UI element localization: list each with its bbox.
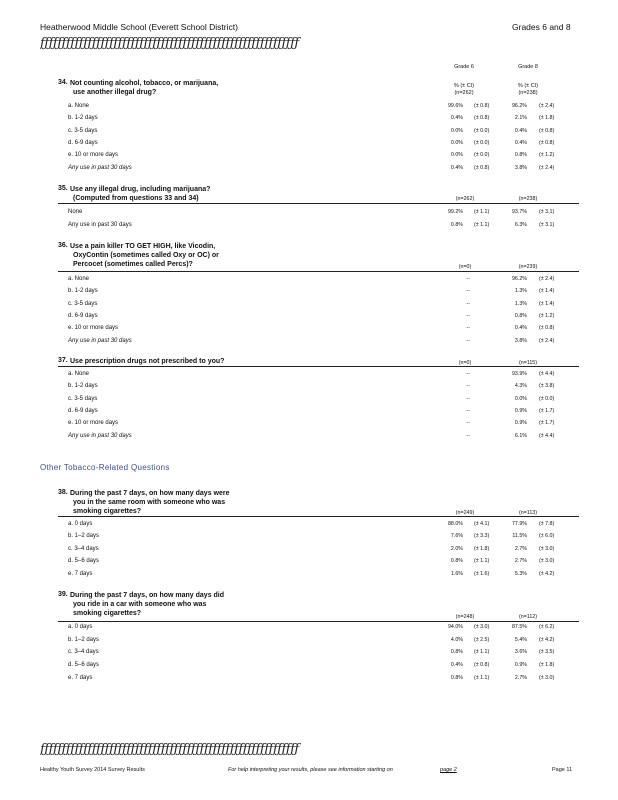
question-text-line: (Computed from questions 33 and 34) (73, 195, 199, 202)
grade6-value: -- (466, 408, 470, 414)
grade8-ci: (± 4.4) (539, 371, 555, 377)
grade8-value: 0.9% (514, 420, 527, 426)
grade8-ci: (± 4.2) (539, 571, 555, 577)
grade8-ci: (± 0.8) (539, 128, 555, 134)
grade8-header: Grade 8 (518, 64, 538, 70)
grade8-ci: (± 3.0) (539, 546, 555, 552)
grade8-ci: (± 1.8) (539, 115, 555, 121)
grade6-value: -- (466, 420, 470, 426)
grade6-value: 1.6% (450, 571, 463, 577)
grade8-ci: (± 1.8) (539, 662, 555, 668)
grade8-ci: (± 6.2) (539, 624, 555, 630)
grade6-value: -- (466, 325, 470, 331)
question-text-line: smoking cigarettes? (73, 610, 142, 617)
question-rule (58, 203, 579, 204)
grade6-value: 99.2% (447, 209, 463, 215)
grade6-ci: (± 0.0) (474, 152, 490, 158)
grade8-value: 0.9% (514, 662, 527, 668)
grade8-ci: (± 1.2) (539, 152, 555, 158)
grade8-ci: (± 1.4) (539, 301, 555, 307)
grade6-value: 0.4% (450, 115, 463, 121)
grade6-ci: (± 3.0) (474, 624, 490, 630)
grade8-ci: (± 1.7) (539, 420, 555, 426)
grade6-ci: (± 1.1) (474, 209, 490, 215)
grade8-value: 1.3% (514, 288, 527, 294)
grade8-ci: (± 1.4) (539, 288, 555, 294)
grade6-ci: (± 0.8) (474, 115, 490, 121)
grade6-value: 0.0% (450, 140, 463, 146)
question-number: 37. (58, 357, 68, 364)
grade6-value: -- (466, 383, 470, 389)
question-text-line: Use any illegal drug, including marijuana? (70, 186, 211, 193)
grade6-value: 7.6% (450, 533, 463, 539)
grade6-value: 0.8% (450, 222, 463, 228)
grade8-ci: (± 1.7) (539, 408, 555, 414)
grade6-ci: (± 0.8) (474, 165, 490, 171)
grade6-header: Grade 6 (454, 64, 474, 70)
grade6-value: 0.4% (450, 165, 463, 171)
grade6-value: 0.0% (450, 128, 463, 134)
grade6-value: 94.0% (447, 624, 463, 630)
grade8-ci: (± 3.8) (539, 383, 555, 389)
grade6-ci: (± 1.6) (474, 571, 490, 577)
grade8-value: 2.7% (514, 558, 527, 564)
question-text-line: you in the same room with someone who was (73, 499, 226, 506)
grade8-value: 3.8% (514, 338, 527, 344)
grade6-ci-header: % (± CI) (453, 83, 475, 89)
response-option: Any use in past 30 days (68, 222, 132, 228)
grade8-value: 4.3% (514, 383, 527, 389)
grade8-value: 1.3% (514, 301, 527, 307)
grade6-ci: (± 0.0) (474, 140, 490, 146)
grade8-value: 0.9% (514, 408, 527, 414)
grade8-value: 6.1% (514, 433, 527, 439)
question-text-line: Percocet (sometimes called Percs)? (73, 261, 193, 268)
grade6-value: 88.0% (447, 521, 463, 527)
grade6-value: -- (466, 301, 470, 307)
grade6-value: 0.4% (450, 662, 463, 668)
grade8-ci: (± 3.1) (539, 222, 555, 228)
grade8-value: 2.1% (514, 115, 527, 121)
response-option: a. 0 days (68, 624, 93, 630)
grade8-value: 0.4% (514, 140, 527, 146)
grade8-value: 0.8% (514, 152, 527, 158)
grade8-value: 5.4% (514, 637, 527, 643)
grade6-value: -- (466, 433, 470, 439)
grade6-value: 0.8% (450, 649, 463, 655)
grade6-ci: (± 1.1) (474, 649, 490, 655)
question-rule (58, 366, 579, 367)
grade8-sample-size: (n=239) (518, 264, 538, 270)
response-option: Any use in past 30 days (68, 165, 132, 171)
grade8-value: 3.6% (514, 649, 527, 655)
grade8-ci: (± 2.4) (539, 338, 555, 344)
response-option: a. None (68, 103, 90, 109)
grade8-value: 3.8% (514, 165, 527, 171)
grade8-ci: (± 3.0) (539, 675, 555, 681)
grade8-value: 0.4% (514, 128, 527, 134)
grade6-n: (n=262) (454, 90, 474, 96)
grade8-sample-size: (n=238) (518, 196, 538, 202)
response-option: b. 1–2 days (68, 533, 100, 539)
grade6-ci: (± 1.1) (474, 675, 490, 681)
section-heading: Other Tobacco-Related Questions (40, 463, 170, 472)
question-text-line: During the past 7 days, on how many days were (70, 490, 230, 497)
grade8-value: 93.9% (511, 371, 527, 377)
report-grades: Grades 6 and 8 (512, 22, 571, 32)
grade8-ci: (± 0.0) (539, 396, 555, 402)
question-number: 35. (58, 185, 68, 192)
grade6-sample-size: (n=0) (458, 360, 472, 366)
grade6-value: 0.8% (450, 558, 463, 564)
question-text-line: you ride in a car with someone who was (73, 601, 207, 608)
header-divider: ƒƒƒƒƒƒƒƒƒƒƒƒƒƒƒƒƒƒƒƒƒƒƒƒƒƒƒƒƒƒƒƒƒƒƒƒƒƒƒƒƒƒƒƒƒƒƒƒƒƒƒƒƒƒƒƒƒƒƒƒ (40, 36, 299, 51)
grade8-ci: (± 4.2) (539, 637, 555, 643)
response-option: a. 0 days (68, 521, 93, 527)
grade6-value: 0.0% (450, 152, 463, 158)
grade8-ci: (± 2.4) (539, 103, 555, 109)
grade6-sample-size: (n=248) (455, 614, 475, 620)
grade8-sample-size: (n=113) (518, 510, 537, 516)
response-option: e. 7 days (68, 675, 93, 681)
grade8-ci: (± 7.8) (539, 521, 555, 527)
grade6-value: 4.0% (450, 637, 463, 643)
grade6-ci: (± 1.8) (474, 546, 490, 552)
grade6-ci: (± 2.5) (474, 637, 490, 643)
grade8-n: (n=238) (518, 90, 538, 96)
grade6-ci: (± 0.0) (474, 128, 490, 134)
question-number: 38. (58, 489, 68, 496)
grade6-ci: (± 3.3) (474, 533, 490, 539)
grade6-ci: (± 1.1) (474, 558, 490, 564)
question-rule (58, 516, 579, 517)
response-option: c. 3–4 days (68, 546, 99, 552)
grade8-ci: (± 3.1) (539, 209, 555, 215)
grade8-ci: (± 0.8) (539, 325, 555, 331)
grade8-value: 96.2% (511, 103, 527, 109)
grade8-ci: (± 3.5) (539, 649, 555, 655)
question-text-line: Use a pain killer TO GET HIGH, like Vicodin, (70, 243, 216, 250)
grade6-ci: (± 0.8) (474, 103, 490, 109)
grade8-value: 0.8% (514, 313, 527, 319)
grade8-value: 0.0% (514, 396, 527, 402)
grade8-value: 0.4% (514, 325, 527, 331)
footer-survey-title: Healthy Youth Survey 2014 Survey Results (40, 767, 145, 773)
response-option: d. 5–6 days (68, 662, 100, 668)
response-option: c. 3-5 days (68, 396, 98, 402)
response-option: c. 3–4 days (68, 649, 99, 655)
grade8-ci-header: % (± CI) (517, 83, 539, 89)
grade6-value: -- (466, 288, 470, 294)
question-rule (58, 271, 579, 272)
question-rule (58, 621, 579, 622)
question-text-line: use another illegal drug? (73, 89, 157, 96)
response-option: d. 6-9 days (68, 313, 98, 319)
grade6-ci: (± 1.1) (474, 222, 490, 228)
grade6-sample-size: (n=262) (455, 196, 475, 202)
grade6-ci: (± 0.8) (474, 662, 490, 668)
response-option: None (68, 209, 83, 215)
question-text-line: Use prescription drugs not prescribed to you? (70, 358, 225, 365)
grade8-value: 87.5% (511, 624, 527, 630)
grade6-value: -- (466, 338, 470, 344)
grade6-value: 0.8% (450, 675, 463, 681)
response-option: e. 10 or more days (68, 420, 119, 426)
report-school-title: Heatherwood Middle School (Everett School District) (40, 22, 238, 32)
response-option: b. 1-2 days (68, 115, 98, 121)
question-number: 34. (58, 79, 68, 86)
response-option: c. 3-5 days (68, 301, 98, 307)
grade6-value: -- (466, 396, 470, 402)
response-option: d. 5–6 days (68, 558, 100, 564)
grade6-value: 99.6% (447, 103, 463, 109)
footer-divider: ƒƒƒƒƒƒƒƒƒƒƒƒƒƒƒƒƒƒƒƒƒƒƒƒƒƒƒƒƒƒƒƒƒƒƒƒƒƒƒƒƒƒƒƒƒƒƒƒƒƒƒƒƒƒƒƒƒƒƒƒ (40, 742, 299, 757)
grade6-sample-size: (n=249) (455, 510, 475, 516)
grade6-value: 2.0% (450, 546, 463, 552)
grade6-value: -- (466, 371, 470, 377)
grade8-value: 2.7% (514, 546, 527, 552)
grade8-ci: (± 1.2) (539, 313, 555, 319)
grade8-value: 5.3% (514, 571, 527, 577)
question-text-line: smoking cigarettes? (73, 508, 142, 515)
response-option: e. 7 days (68, 571, 93, 577)
grade8-ci: (± 3.0) (539, 558, 555, 564)
grade8-ci: (± 0.8) (539, 140, 555, 146)
grade8-value: 2.7% (514, 675, 527, 681)
response-option: d. 6-9 days (68, 408, 98, 414)
response-option: e. 10 or more days (68, 325, 119, 331)
grade8-value: 6.3% (514, 222, 527, 228)
question-number: 39. (58, 591, 68, 598)
grade6-value: -- (466, 276, 470, 282)
grade8-value: 77.9% (511, 521, 527, 527)
question-text-line: During the past 7 days, on how many days did (70, 592, 225, 599)
grade8-value: 11.5% (512, 533, 527, 539)
footer-page-link[interactable]: page 2 (440, 767, 457, 773)
response-option: Any use in past 30 days (68, 338, 132, 344)
response-option: a. None (68, 371, 90, 377)
response-option: Any use in past 30 days (68, 433, 132, 439)
grade8-value: 93.7% (511, 209, 527, 215)
footer-help-text: For help interpreting your results, please see information starting on (228, 767, 393, 773)
question-text-line: OxyContin (sometimes called Oxy or OC) or (73, 252, 219, 259)
grade6-sample-size: (n=0) (458, 264, 472, 270)
grade8-ci: (± 2.4) (539, 276, 555, 282)
grade8-sample-size: (n=115) (518, 360, 537, 366)
response-option: a. None (68, 276, 90, 282)
question-text-line: Not counting alcohol, tobacco, or marijuana, (70, 80, 219, 87)
response-option: b. 1-2 days (68, 383, 98, 389)
grade8-ci: (± 6.0) (539, 533, 555, 539)
footer-page-number: Page 11 (552, 767, 573, 773)
question-number: 36. (58, 242, 68, 249)
grade8-ci: (± 4.4) (539, 433, 555, 439)
grade6-value: -- (466, 313, 470, 319)
response-option: e. 10 or more days (68, 152, 119, 158)
grade8-sample-size: (n=112) (518, 614, 537, 620)
grade6-ci: (± 4.1) (474, 521, 490, 527)
response-option: d. 6-9 days (68, 140, 98, 146)
grade8-value: 96.2% (511, 276, 527, 282)
grade8-ci: (± 2.4) (539, 165, 555, 171)
response-option: c. 3-5 days (68, 128, 98, 134)
response-option: b. 1-2 days (68, 288, 98, 294)
response-option: b. 1–2 days (68, 637, 100, 643)
